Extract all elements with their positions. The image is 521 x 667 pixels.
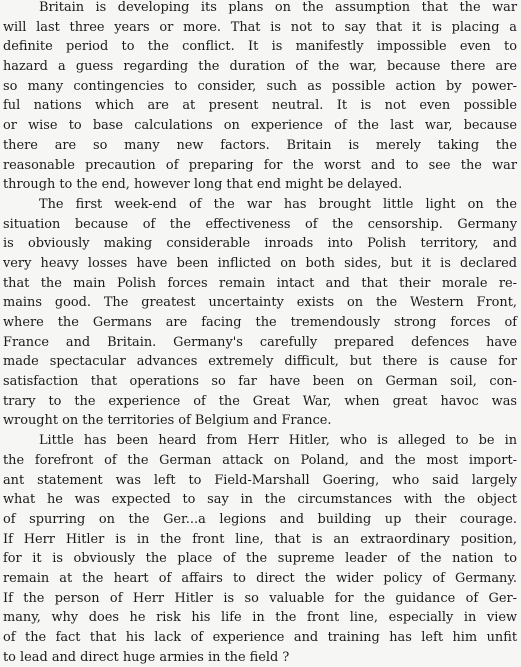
paragraph-1: [3, 0, 517, 195]
text-line: hazard a guess regarding the duration of the war, because there are: [3, 59, 517, 75]
text-line: of spurring on the Ger...a legions and building up their courage.: [3, 511, 517, 527]
article-column: [3, 0, 517, 667]
text-line: will last three years or more. That is not to say that it is placing a: [3, 19, 517, 35]
text-line: Little has been heard from Herr Hitler, who is alleged to be in: [39, 433, 517, 449]
paragraph-2: [3, 195, 517, 431]
text-line: is obviously making considerable inroads into Polish territory, and: [3, 236, 517, 252]
text-line: ful nations which are at present neutral. It is not even possible: [3, 98, 517, 114]
text-line: very heavy losses have been inflicted on both sides, but it is declared: [3, 255, 517, 271]
text-line: satisfaction that operations so far have been on German soil, con-: [3, 374, 517, 390]
text-line: so many contingencies to consider, such as possible action by power-: [3, 78, 517, 94]
text-line: France and Britain. Germany's carefully prepared defences have: [3, 334, 517, 350]
text-line: for it is obviously the place of the supreme leader of the nation to: [3, 551, 517, 567]
text-line: Britain is developing its plans on the assumption that the war: [39, 0, 517, 15]
text-line: the forefront of the German attack on Poland, and the most import-: [3, 452, 517, 468]
text-line: The first week-end of the war has brought little light on the: [39, 196, 517, 212]
text-line: If the person of Herr Hitler is so valuable for the guidance of Ger-: [3, 590, 517, 606]
text-line: ant statement was left to Field-Marshall Goering, who said largely: [3, 472, 517, 488]
text-line: or wise to base calculations on experience of the last war, because: [3, 118, 517, 134]
text-line: what he was expected to say in the circumstances with the object: [3, 492, 517, 508]
text-line: of the fact that his lack of experience and training has left him unfit: [3, 630, 517, 645]
paragraph-3: [3, 431, 517, 667]
text-line: mains good. The greatest uncertainty exists on the Western Front,: [3, 295, 517, 311]
text-line: definite period to the conflict. It is manifestly impossible even to: [3, 39, 517, 55]
text-line: through to the end, however long that end might be delayed.: [3, 177, 403, 193]
text-line: there are so many new factors. Britain is merely taking the: [3, 137, 517, 153]
text-line: remain at the heart of affairs to direct the wider policy of Germany.: [3, 570, 517, 586]
text-line: to lead and direct huge armies in the field ?: [3, 649, 290, 665]
text-line: that the main Polish forces remain intact and that their morale re-: [3, 275, 517, 291]
text-line: where the Germans are facing the tremendously strong forces of: [3, 315, 517, 330]
text-line: situation because of the effectiveness of the censorship. Germany: [3, 216, 517, 232]
text-line: made spectacular advances extremely difficult, but there is cause for: [3, 354, 517, 370]
text-line: If Herr Hitler is in the front line, that is an extraordinary position,: [3, 531, 517, 547]
text-line: reasonable precaution of preparing for the worst and to see the war: [3, 157, 517, 173]
text-line: many, why does he risk his life in the front line, especially in view: [3, 610, 517, 626]
text-line: wrought on the territories of Belgium and France.: [3, 413, 332, 429]
text-line: trary to the experience of the Great War, when great havoc was: [3, 393, 517, 409]
